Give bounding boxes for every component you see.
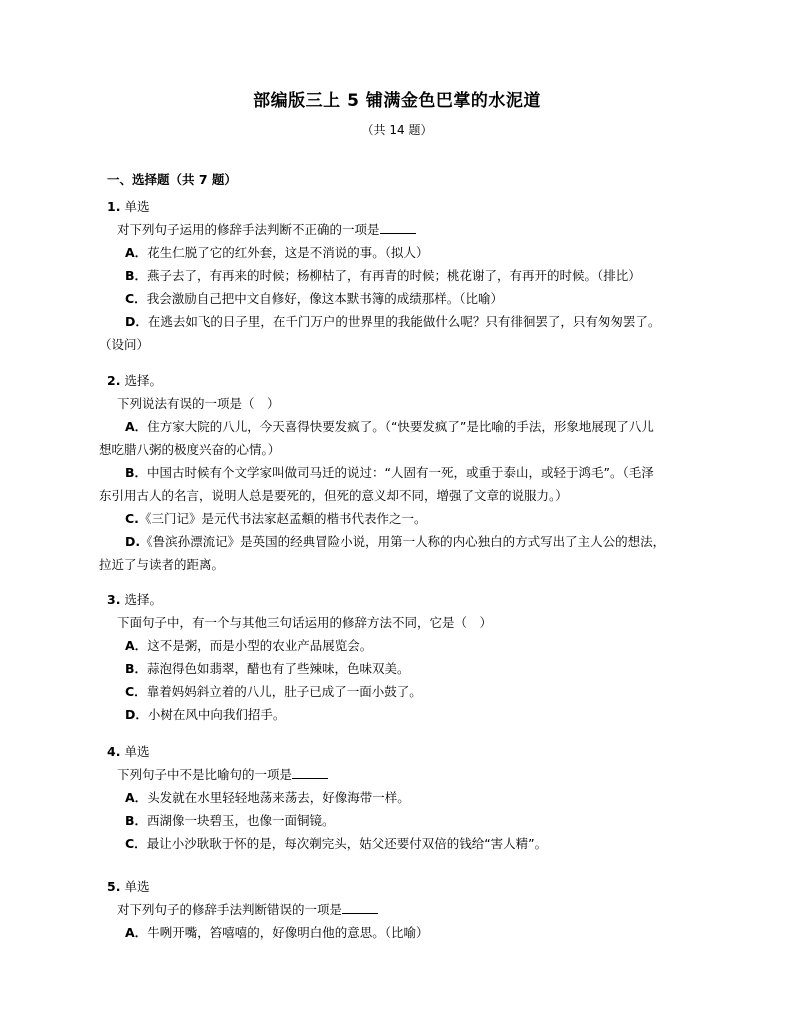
option-label: A． bbox=[125, 790, 148, 805]
option-b bbox=[125, 813, 335, 829]
option-label: C． bbox=[125, 684, 147, 699]
question-type: 选择。 bbox=[124, 373, 162, 388]
option-label: A． bbox=[125, 638, 148, 653]
stem-text: 对下列句子的修辞手法判断错误的一项是 bbox=[117, 902, 343, 917]
option-label: C． bbox=[125, 291, 147, 306]
option-label: C． bbox=[125, 836, 147, 851]
option-d bbox=[125, 314, 660, 330]
question-number: 2. bbox=[107, 373, 121, 388]
option-b bbox=[125, 661, 410, 677]
option-label: B． bbox=[125, 813, 148, 828]
option-a bbox=[125, 245, 428, 261]
question-type: 单选 bbox=[124, 199, 150, 214]
question-1-header bbox=[107, 199, 149, 215]
question-2-header bbox=[107, 373, 162, 389]
option-d-continuation: （设问） bbox=[99, 337, 150, 352]
question-number: 4. bbox=[107, 744, 121, 759]
question-type: 单选 bbox=[124, 744, 150, 759]
option-a bbox=[125, 790, 410, 806]
option-text: 头发就在水里轻轻地荡来荡去，好像海带一样。 bbox=[147, 790, 410, 805]
option-text: 住方家大院的八儿，今天喜得快要发疯了。（“快要发疯了”是比喻的手法，形象地展现了八儿 bbox=[147, 419, 654, 434]
option-text: 我会激励自己把中文自修好，像这本默书簿的成绩那样。（比喻） bbox=[146, 291, 503, 306]
stem-text: 对下列句子运用的修辞手法判断不正确的一项是 bbox=[117, 222, 380, 237]
question-4-stem bbox=[117, 767, 328, 783]
option-text: 这不是粥，而是小型的农业产品展览会。 bbox=[147, 638, 373, 653]
option-text: 《鲁滨孙漂流记》是英国的经典冒险小说，用第一人称的内心独白的方式写出了主人公的想法， bbox=[140, 534, 666, 549]
answer-blank bbox=[342, 902, 378, 914]
option-d bbox=[125, 707, 285, 723]
option-label: A． bbox=[125, 925, 148, 940]
option-label: D． bbox=[125, 707, 148, 722]
option-text: 蒜泡得色如翡翠，醋也有了些辣味，色味双美。 bbox=[147, 661, 410, 676]
option-label: B． bbox=[125, 465, 148, 480]
question-2-stem: 下列说法有误的一项是（ ） bbox=[117, 396, 280, 411]
question-type: 单选 bbox=[124, 879, 150, 894]
question-5-stem bbox=[117, 902, 378, 918]
question-4-header bbox=[107, 744, 149, 760]
option-text: 中国古时候有个文学家叫做司马迁的说过：“人固有一死，或重于泰山，或轻于鸿毛”。（毛泽 bbox=[147, 465, 654, 480]
option-b bbox=[125, 268, 641, 284]
stem-text: 下列句子中不是比喻句的一项是 bbox=[117, 767, 293, 782]
option-text: 《三门记》是元代书法家赵孟頫的楷书代表作之一。 bbox=[138, 511, 427, 526]
question-3-header bbox=[107, 592, 162, 608]
option-a bbox=[125, 925, 428, 941]
option-text: 小树在风中向我们招手。 bbox=[147, 707, 286, 722]
option-label: D. bbox=[125, 534, 141, 549]
option-b-continuation: 东引用古人的名言，说明人总是要死的，但死的意义却不同，增强了文章的说服力。） bbox=[99, 488, 568, 503]
option-d bbox=[125, 534, 665, 550]
question-number: 1. bbox=[107, 199, 121, 214]
option-c bbox=[125, 836, 547, 852]
option-b bbox=[125, 465, 654, 481]
answer-blank bbox=[380, 222, 416, 234]
option-text: 靠着妈妈斜立着的八儿，肚子已成了一面小鼓了。 bbox=[146, 684, 422, 699]
option-label: C. bbox=[125, 511, 139, 526]
option-label: A． bbox=[125, 419, 148, 434]
question-count: （共 14 题） bbox=[361, 123, 433, 137]
option-c bbox=[125, 291, 503, 307]
question-1-stem bbox=[117, 222, 416, 238]
option-a-continuation: 想吃腊八粥的极度兴奋的心情。） bbox=[99, 442, 281, 457]
question-3-stem: 下面句子中，有一个与其他三句话运用的修辞方法不同，它是（ ） bbox=[117, 615, 493, 630]
option-text: 燕子去了，有再来的时候；杨柳枯了，有再青的时候；桃花谢了，有再开的时候。（排比） bbox=[147, 268, 641, 283]
option-a bbox=[125, 638, 372, 654]
question-number: 5. bbox=[107, 879, 121, 894]
answer-blank bbox=[292, 767, 328, 779]
option-text: 花生仁脱了它的红外套，这是不消说的事。（拟人） bbox=[147, 245, 429, 260]
section-heading: 一、选择题（共 7 题） bbox=[107, 172, 237, 187]
option-label: B． bbox=[125, 661, 148, 676]
option-d-continuation: 拉近了与读者的距离。 bbox=[99, 557, 225, 572]
question-type: 选择。 bbox=[124, 592, 162, 607]
option-c bbox=[125, 684, 422, 700]
document-title: 部编版三上 5 铺满金色巴掌的水泥道 bbox=[253, 91, 541, 111]
question-number: 3. bbox=[107, 592, 121, 607]
option-text: 在逃去如飞的日子里，在千门万户的世界里的我能做什么呢？只有徘徊罢了，只有匆匆罢了。 bbox=[147, 314, 661, 329]
option-c bbox=[125, 511, 426, 527]
option-text: 西湖像一块碧玉，也像一面铜镜。 bbox=[147, 813, 335, 828]
option-label: A． bbox=[125, 245, 148, 260]
option-text: 最让小沙耿耿于怀的是，每次剃完头，姑父还要付双倍的钱给“害人精”。 bbox=[146, 836, 548, 851]
option-text: 牛咧开嘴，笞嘻嘻的，好像明白他的意思。（比喻） bbox=[147, 925, 429, 940]
question-5-header bbox=[107, 879, 149, 895]
option-label: D． bbox=[125, 314, 148, 329]
option-label: B． bbox=[125, 268, 148, 283]
option-a bbox=[125, 419, 654, 435]
